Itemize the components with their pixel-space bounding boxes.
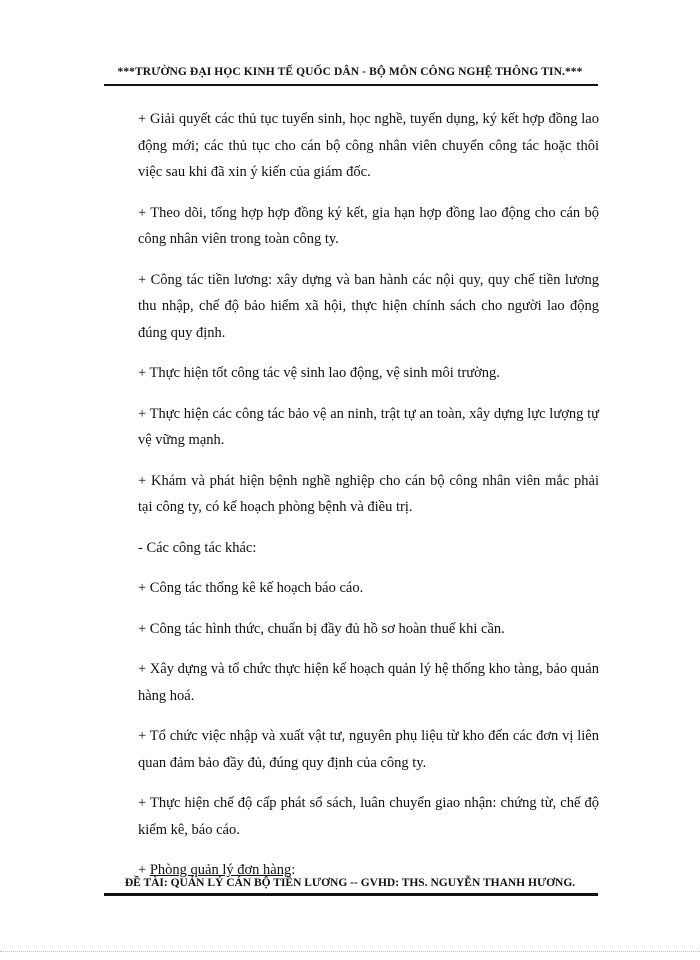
header-divider — [104, 84, 598, 86]
page-footer-title: ĐỀ TÀI: QUẢN LÝ CÁN BỘ TIỀN LƯƠNG -- GVHD: THS. NGUYỄN THANH HƯƠNG. — [124, 877, 576, 889]
paragraph-statistics: + Công tác thống kê kế hoạch báo cáo. — [138, 580, 364, 596]
paragraph-bookkeeping: + Thực hiện chế độ cấp phát sổ sách, luân chuyển giao nhận: chứng từ, chế độ kiểm kê, báo cáo. — [138, 795, 599, 838]
paragraph-recruitment: + Giải quyết các thủ tục tuyển sinh, học nghề, tuyển dụng, ký kết hợp đồng lao động mới; các thủ tục cho cán bộ công nhân viên chuyển công tác hoặc thôi việc sau khi đã xin ý kiến của giám đốc. — [138, 111, 599, 180]
page-header-title: ***TRƯỜNG ĐẠI HỌC KINH TẾ QUỐC DÂN - BỘ MÔN CÔNG NGHỆ THÔNG TIN.*** — [117, 66, 583, 78]
footer-divider — [104, 893, 598, 896]
paragraph-warehouse: + Xây dựng và tổ chức thực hiện kế hoạch quản lý hệ thống kho tàng, bảo quản hàng hoá. — [138, 661, 599, 704]
document-body — [138, 106, 599, 898]
paragraph-materials: + Tổ chức việc nhập và xuất vật tư, nguyên phụ liệu từ kho đến các đơn vị liên quan đảm bảo đầy đủ, đúng quy định của công ty. — [138, 728, 599, 771]
order-management-suffix: : — [291, 862, 296, 878]
paragraph-labor-contracts: + Theo dõi, tổng hợp hợp đồng ký kết, gia hạn hợp đồng lao động cho cán bộ công nhân viên trong toàn công ty. — [138, 204, 599, 247]
paragraph-security: + Thực hiện các công tác bảo vệ an ninh, trật tự an toàn, xây dựng lực lượng tự vệ vững mạnh. — [138, 405, 599, 448]
paragraph-occupational-disease: + Khám và phát hiện bệnh nghề nghiệp cho cán bộ công nhân viên mắc phải tại công ty, có kế hoạch phòng bệnh và điều trị. — [138, 472, 599, 515]
paragraph-hygiene: + Thực hiện tốt công tác vệ sinh lao động, vệ sinh môi trường. — [138, 365, 500, 381]
paragraph-other-tasks-heading: - Các công tác khác: — [138, 539, 257, 556]
paragraph-tax-refund: + Công tác hình thức, chuẩn bị đầy đủ hồ sơ hoàn thuế khi cần. — [138, 620, 505, 637]
paragraph-salary-work: + Công tác tiền lương: xây dựng và ban hành các nội quy, quy chế tiền lương thu nhập, chế độ bảo hiểm xã hội, thực hiện chính sách cho người lao động đúng quy định. — [138, 271, 599, 341]
page-edge-divider — [0, 951, 700, 952]
order-management-heading: Phòng quản lý đơn hàng — [149, 862, 292, 878]
order-management-prefix: + — [138, 862, 150, 878]
